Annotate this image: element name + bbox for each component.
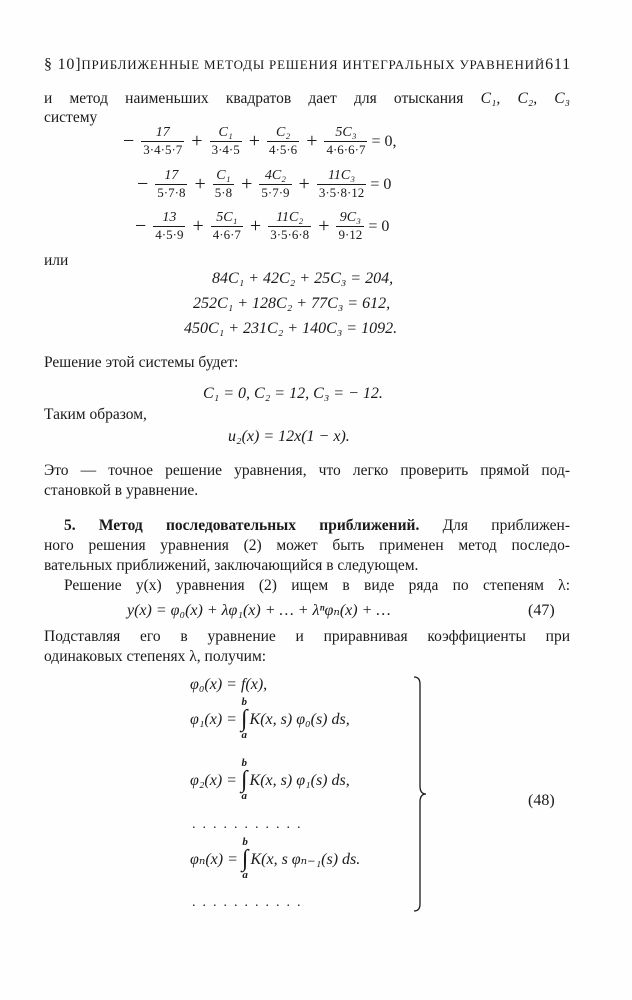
equation-rhs: = 0, — [371, 132, 397, 150]
integral-sign: b ∫ a — [240, 757, 248, 802]
equation-label-48: (48) — [528, 792, 555, 809]
dots-row-2: ........... — [192, 895, 308, 910]
operator-sign: + — [194, 173, 206, 195]
fraction — [267, 125, 299, 157]
integral-sign: b ∫ a — [241, 836, 249, 881]
linear-equation-1: 84C₁ + 42C₂ + 25C₃ = 204, — [212, 270, 394, 287]
equation-label-47: (47) — [528, 602, 555, 619]
operator-sign: − — [135, 215, 147, 237]
operator-sign: + — [249, 215, 262, 237]
intro-line-1: и метод наименьших квадратов дает для отыскания C₁, C₂, C₃ — [44, 90, 571, 107]
fraction-denominator: 3·4·5·7 — [143, 142, 183, 157]
operator-sign: + — [318, 215, 330, 237]
operator-sign: + — [191, 130, 203, 152]
fraction-denominator: 3·4·5 — [211, 142, 240, 157]
fraction-numerator: 11C₃ — [327, 168, 356, 183]
fraction-denominator: 9·12 — [338, 227, 363, 242]
fraction-numerator: 5C₃ — [335, 125, 357, 140]
fraction-denominator: 4·6·6·7 — [326, 142, 366, 157]
section-number: § 10] — [44, 56, 82, 73]
fraction — [155, 168, 187, 200]
phi2-equation: φ₂(x) = b ∫ a K(x, s) φ₁(s) ds, — [190, 757, 350, 802]
fraction-numerator: 4C₂ — [264, 168, 287, 183]
fraction — [141, 125, 184, 157]
or-word: или — [44, 252, 69, 269]
fraction — [324, 125, 367, 157]
fraction-numerator: 5C₁ — [216, 210, 238, 225]
fraction-denominator: 5·8 — [214, 185, 233, 200]
fraction — [210, 125, 242, 157]
equation-rhs: = 0 — [368, 217, 390, 235]
operator-sign: + — [306, 130, 318, 152]
fraction — [317, 168, 367, 200]
fraction-numerator: 17 — [164, 168, 179, 183]
intro-line-2: систему — [44, 109, 98, 126]
fraction — [268, 210, 311, 242]
running-header — [44, 54, 570, 75]
section5-line-4: Решение y(x) уравнения (2) ищем в виде ряда по степеням λ: — [64, 577, 570, 594]
fraction-numerator: 17 — [155, 125, 170, 140]
linear-equation-3: 450C₁ + 231C₂ + 140C₃ = 1092. — [184, 320, 398, 337]
u2-formula: u₂(x) = 12x(1 − x). — [228, 428, 350, 445]
fraction-denominator: 5·7·9 — [261, 185, 290, 200]
section5-line-5: Подставляя его в уравнение и приравнивая коэффициенты при — [44, 628, 570, 645]
page-number: 611 — [545, 56, 571, 73]
fraction-numerator: 13 — [162, 210, 177, 225]
fraction — [336, 210, 364, 242]
phin-equation: φₙ(x) = b ∫ a K(x, s φₙ₋₁(s) ds. — [190, 836, 361, 881]
exact-line-1: Это — точное решение уравнения, что легко проверить прямой под- — [44, 462, 570, 479]
fraction-denominator: 3·5·6·8 — [270, 227, 310, 242]
linear-equation-2: 252C₁ + 128C₂ + 77C₃ = 612, — [193, 295, 391, 312]
solution-values: C₁ = 0, C₂ = 12, C₃ = − 12. — [203, 385, 383, 402]
fraction-numerator: C₂ — [275, 125, 291, 140]
section5-line-6: одинаковых степенях λ, получим: — [44, 648, 267, 665]
operator-sign: + — [241, 173, 253, 195]
integral-sign: b ∫ a — [240, 696, 248, 741]
phi1-equation: φ₁(x) = b ∫ a K(x, s) φ₀(s) ds, — [190, 696, 350, 741]
exact-line-2: становкой в уравнение. — [44, 482, 199, 499]
fraction-denominator: 4·5·6 — [269, 142, 298, 157]
fraction-denominator: 4·6·7 — [212, 227, 241, 242]
unknowns: C₁, C₂, C₃ — [480, 90, 571, 107]
dots-row-1: ........... — [192, 817, 308, 832]
phi0-equation: φ₀(x) = f(x), — [190, 676, 268, 693]
fraction-equation-1 — [118, 125, 397, 157]
equation-rhs: = 0 — [370, 175, 392, 193]
fraction — [213, 168, 234, 200]
section5-heading: 5. Метод последовательных приближений. — [64, 517, 420, 534]
fraction-numerator: 11C₂ — [276, 210, 304, 225]
section5-line-2: ного решения уравнения (2) может быть применен метод последо- — [44, 537, 570, 554]
solution-intro: Решение этой системы будет: — [44, 354, 239, 371]
series-formula: y(x) = φ₀(x) + λφ₁(x) + … + λⁿφₙ(x) + … — [127, 602, 391, 619]
fraction-numerator: C₁ — [218, 125, 233, 140]
header-title: ПРИБЛИЖЕННЫЕ МЕТОДЫ РЕШЕНИЯ ИНТЕГРАЛЬНЫХ УРАВНЕНИЙ — [81, 57, 546, 72]
right-brace — [412, 676, 428, 912]
fraction-numerator: 9C₃ — [339, 210, 361, 225]
fraction — [211, 210, 243, 242]
fraction-numerator: C₁ — [216, 168, 231, 183]
section5-line-1: 5. Метод последовательных приближений. Для приближен- — [64, 517, 571, 534]
operator-sign: + — [248, 130, 261, 152]
fraction-equation-2 — [132, 168, 391, 200]
operator-sign: − — [137, 173, 149, 195]
fraction-denominator: 3·5·8·12 — [318, 185, 365, 200]
fraction — [153, 210, 185, 242]
fraction-equation-3 — [130, 210, 389, 242]
fraction-denominator: 5·7·8 — [157, 185, 186, 200]
operator-sign: − — [123, 130, 135, 152]
section5-line-3: вательных приближений, заключающийся в следующем. — [44, 557, 419, 574]
operator-sign: + — [298, 173, 310, 195]
thus-text: Таким образом, — [44, 406, 147, 423]
fraction — [259, 168, 291, 200]
operator-sign: + — [192, 215, 204, 237]
fraction-denominator: 4·5·9 — [155, 227, 184, 242]
